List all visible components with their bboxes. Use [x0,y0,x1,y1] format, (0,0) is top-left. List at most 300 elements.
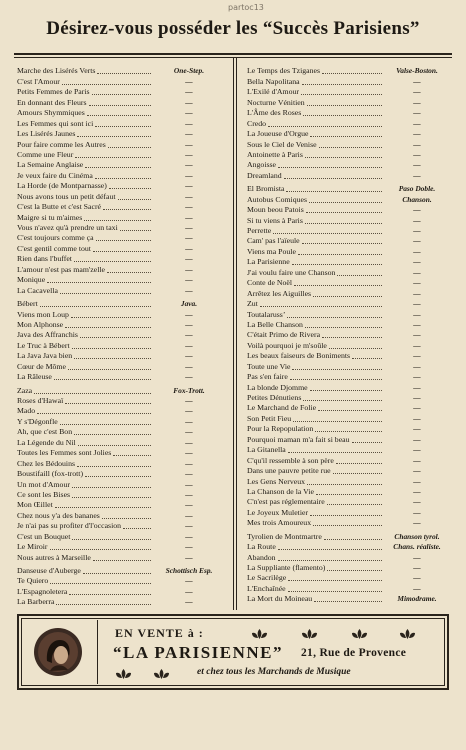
dot-leader [34,393,151,394]
dot-leader [96,240,151,241]
song-genre: — [185,542,193,552]
dot-leader [327,570,382,571]
song-genre: Schottisch Esp. [165,566,213,575]
song-title: Les Gens Nerveux [247,476,306,486]
song-title: La Parisienne [247,257,290,267]
song-genre: — [185,223,193,232]
song-entry [247,118,450,128]
song-genre: — [413,372,421,382]
dot-leader [301,94,382,95]
dot-leader [352,358,382,359]
column-divider [233,58,234,610]
song-entry [17,396,225,406]
dot-leader [83,573,151,574]
dot-leader [71,317,151,318]
song-genre: — [185,243,193,253]
song-title: Mon Œillet [17,500,53,510]
dot-leader [78,445,151,446]
song-entry [247,434,450,444]
dot-leader [95,178,151,179]
song-title: Viens mon Loup [17,309,69,319]
song-entry [17,285,225,295]
song-entry [247,507,450,517]
song-entry [247,205,450,215]
song-entry [17,223,225,233]
dot-leader [118,199,151,200]
song-entry [247,320,450,330]
dot-leader [74,261,151,262]
song-entry [17,243,225,253]
song-entry [247,466,450,476]
song-title: Le Truc à Bébert [17,340,70,350]
song-title: C'est la Butte et c'est Sacré [17,202,101,212]
song-genre: — [413,97,421,107]
song-title: Tyrolien de Montmartre [247,531,322,541]
song-title: La blonde Djomme [247,382,308,392]
song-entry [247,497,450,507]
song-title: Monique [17,275,46,285]
song-entry [247,194,450,204]
dot-leader [72,497,151,498]
song-entry [17,340,225,350]
song-genre: — [185,233,193,243]
song-entry [247,330,450,340]
song-title: Ah, que c'est Bon [17,427,73,437]
dot-leader [37,413,151,414]
song-title: Bébert [17,299,38,309]
song-genre: — [185,427,193,437]
song-title: Les beaux faiseurs de Boniments [247,351,351,361]
song-entry [17,458,225,468]
fleur-ornament-icon [301,628,318,640]
song-title: Zut [247,299,258,309]
song-genre: — [413,583,421,593]
dot-leader [288,580,382,581]
dot-leader [333,473,382,474]
song-entry [247,184,450,194]
song-genre: — [413,340,421,350]
song-entry [247,299,450,309]
song-entry [17,76,225,86]
song-title: Autobus Comiques [247,194,307,204]
dot-leader [89,105,151,106]
song-entry [247,476,450,486]
song-title: Amours Shymmiques [17,108,85,118]
dot-leader [50,583,151,584]
fleur-ornament-icon [115,668,132,680]
song-entry [247,97,450,107]
song-genre: Chans. réaliste. [393,542,441,552]
song-entry [17,479,225,489]
song-genre: — [413,236,421,246]
song-entry [247,170,450,180]
song-entry [17,299,225,309]
song-genre: — [185,309,193,319]
song-title: Si tu viens à Paris [247,215,303,225]
song-entry [247,150,450,160]
dot-leader [72,539,151,540]
song-genre: — [413,118,421,128]
dot-leader [77,466,151,467]
song-genre: — [185,479,193,489]
right-song-list [247,66,450,604]
song-title: Toutalarussʼ [247,309,286,319]
song-title: Voilà pourquoi je m'soûle [247,340,327,350]
dot-leader [75,157,151,158]
dot-leader [60,424,151,425]
dot-leader [315,431,382,432]
song-genre: — [413,330,421,340]
song-title: La Semaine Anglaise [17,160,84,170]
dot-leader [286,191,382,192]
song-entry [247,76,450,86]
song-genre: — [185,340,193,350]
song-entry [247,108,450,118]
dot-leader [54,379,151,380]
dot-leader [97,73,151,74]
song-genre: — [185,97,193,107]
song-title: La Route [247,542,276,552]
dot-leader [87,115,151,116]
song-genre: — [185,285,193,295]
song-entry [17,406,225,416]
song-entry [17,309,225,319]
dot-leader [95,126,151,127]
left-song-list [17,66,225,607]
song-genre: — [185,149,193,159]
dot-leader [268,126,382,127]
dot-leader [287,317,382,318]
song-genre: — [185,275,193,285]
dot-leader [273,233,382,234]
song-entry [247,66,450,76]
song-genre: — [185,521,193,531]
dot-leader [288,591,382,592]
song-entry [247,351,450,361]
song-title: Conte de Noël [247,278,293,288]
song-title: Toute une Vie [247,361,291,371]
song-genre: — [413,160,421,170]
song-title: Chez les Bédouins [17,458,76,468]
fleur-ornament-icon [251,628,268,640]
dot-leader [310,390,382,391]
dot-leader [324,539,382,540]
song-entry [247,129,450,139]
handwritten-reference-note: partoc13 [228,3,264,12]
song-title: Son Petit Fieu [247,413,292,423]
column-divider-inner [236,58,237,610]
song-genre: — [185,448,193,458]
dot-leader [103,209,151,210]
song-entry [17,351,225,361]
song-entry [17,500,225,510]
song-genre: — [413,205,421,215]
song-genre: — [413,226,421,235]
dot-leader [309,202,382,203]
song-title: C'est toujours comme ça [17,233,94,243]
song-genre: — [413,288,421,298]
song-genre: Chanson. [402,194,432,204]
song-entry [17,191,225,201]
song-title: Cœur de Môme [17,361,66,371]
dot-leader [288,452,382,453]
song-entry [17,160,225,170]
song-title: Te Quiero [17,576,49,586]
song-entry [247,594,450,604]
song-genre: — [185,576,193,586]
song-genre: — [413,215,421,225]
song-entry [247,393,450,403]
song-title: Viens ma Poule [247,246,296,256]
song-title: Cam' pas l'aïeule [247,236,300,246]
song-title: L'Enchaînée [247,583,286,593]
song-entry [247,518,450,528]
song-genre: — [185,458,193,468]
song-title: Ce sont les Bises [17,489,71,499]
song-genre: — [185,351,193,361]
song-title: Les Lisérés Jaunes [17,129,76,139]
song-genre: — [413,361,421,371]
song-title: Rien dans l'buffet [17,254,72,264]
song-title: Maigre si tu m'aimes [17,212,83,222]
dot-leader [74,434,151,435]
song-title: Perrette [247,226,272,235]
dot-leader [337,275,382,276]
song-title: La Chanson de la Vie [247,486,314,496]
song-title: La Mort du Moineau [247,594,313,604]
song-genre: — [413,466,421,476]
song-title: Chez nous y'a des bananes [17,510,100,520]
song-title: Je veux faire du Cinéma [17,170,93,180]
song-title: Danseuse d'Auberge [17,566,81,575]
song-genre: — [413,278,421,288]
song-entry [17,330,225,340]
song-title: Dans une pauvre petite rue [247,466,331,476]
song-title: Java des Affranchis [17,330,78,340]
song-genre: — [413,518,421,528]
dot-leader [303,400,382,401]
song-genre: — [413,573,421,583]
song-title: Nous avons tous un petit défaut [17,191,116,201]
dot-leader [108,147,151,148]
song-title: Pour la Repopulation [247,424,314,434]
dot-leader [85,167,151,168]
song-entry [247,583,450,593]
dot-leader [298,254,382,255]
advertisement-box [17,614,449,690]
song-genre: — [185,489,193,499]
song-entry [247,445,450,455]
song-genre: — [413,87,421,97]
song-title: C'est l'Amour [17,76,60,86]
dot-leader [47,282,151,283]
song-entry [247,226,450,236]
dot-leader [302,243,382,244]
dot-leader [65,403,151,404]
song-genre: — [413,413,421,423]
dot-leader [72,348,151,349]
song-entry [17,521,225,531]
dot-leader [303,115,382,116]
song-entry [17,372,225,382]
song-entry [17,233,225,243]
song-entry [17,97,225,107]
dot-leader [302,84,382,85]
song-entry [247,160,450,170]
dot-leader [292,264,382,265]
en-vente-label: EN VENTE à : [115,626,204,640]
dot-leader [307,484,382,485]
song-title: Les Femmes qui sont ici [17,118,94,128]
song-genre: — [185,330,193,340]
song-genre: Fox-Trott. [173,385,205,395]
dot-leader [62,84,151,85]
song-title: Toutes les Femmes sont Jolies [17,448,112,458]
song-entry [17,320,225,330]
song-genre: — [185,129,193,139]
song-genre: — [185,202,193,212]
song-title: La Joueuse d'Orgue [247,129,309,139]
song-genre: — [185,372,193,382]
song-genre: — [185,586,193,596]
song-title: C'est un Bouquet [17,531,71,541]
dot-leader [92,94,151,95]
song-entry [247,257,450,267]
advertisement-divider [97,620,98,684]
song-entry [17,448,225,458]
song-title: Le Marchand de Folie [247,403,317,413]
song-entry [247,531,450,541]
song-entry [247,139,450,149]
dot-leader [68,369,151,370]
song-title: Le Temps des Tziganes [247,66,321,76]
song-title: C'est gentil comme tout [17,243,91,253]
song-title: Pas s'en faire [247,372,288,382]
song-entry [17,531,225,541]
song-genre: — [413,445,421,455]
song-title: Nocturne Vénitien [247,97,305,107]
song-entry [17,202,225,212]
song-genre: — [413,393,421,402]
song-entry [247,552,450,562]
song-entry [17,275,225,285]
song-genre: — [185,406,193,416]
dot-leader [80,337,151,338]
song-title: La Légende du Nil [17,437,76,447]
song-title: Moun beou Patois [247,205,304,215]
song-title: La Java Java bien [17,351,73,361]
song-entry [247,309,450,319]
dot-leader [292,369,382,370]
song-entry [247,542,450,552]
song-entry [247,372,450,382]
song-title: Dreamland [247,170,282,180]
song-entry [247,236,450,246]
song-genre: — [413,424,421,434]
song-genre: — [413,507,421,517]
song-title: L'Exilé d'Amour [247,87,299,97]
dot-leader [313,296,382,297]
song-entry [17,181,225,191]
dot-leader [65,327,151,328]
song-genre: — [185,254,193,264]
song-genre: — [185,170,193,180]
song-title: La Horde (de Montparnasse) [17,181,107,191]
dot-leader [93,560,151,561]
dot-leader [310,515,382,516]
song-genre: — [413,486,421,496]
song-entry [247,573,450,583]
dot-leader [305,327,382,328]
song-genre: — [413,76,421,86]
song-title: L'Âme des Roses [247,108,302,118]
dot-leader [102,518,151,519]
song-genre: Paso Doble. [398,184,436,194]
song-genre: — [185,531,193,541]
song-genre: — [413,455,421,465]
song-genre: — [413,434,421,444]
song-title: Pourquoi maman m'a fait si beau [247,434,350,444]
top-rule [14,53,452,55]
song-entry [247,424,450,434]
song-title: Un mot d'Amour [17,479,70,489]
song-title: Je n'ai pas su profiter d'l'occasion [17,521,122,531]
dot-leader [290,379,382,380]
dot-leader [278,167,382,168]
song-genre: — [185,212,193,222]
song-genre: — [413,108,421,118]
song-entry [17,361,225,371]
song-genre: — [185,319,193,329]
dot-leader [305,157,382,158]
dot-leader [322,337,382,338]
dot-leader [336,463,382,464]
song-title: La Belle Chanson [247,319,303,329]
song-entry [17,416,225,426]
song-entry [17,150,225,160]
song-title: Nous autres à Marseille [17,552,91,562]
song-title: Y s'Dégonfle [17,416,58,426]
song-title: Mes trois Amoureux [247,518,312,528]
woman-portrait-logo-icon [33,627,83,677]
song-genre: — [413,257,421,267]
dot-leader [278,560,382,561]
song-genre: — [413,403,421,413]
song-entry [17,586,225,596]
dot-leader [322,73,382,74]
song-title: C'était Primo de Rivera [247,330,321,340]
dot-leader [313,525,382,526]
song-genre: Chanson tyrol. [394,531,440,541]
song-title: Le Sacrilège [247,573,287,583]
song-entry [17,490,225,500]
song-entry [17,108,225,118]
song-entry [17,129,225,139]
song-title: L'amour n'est pas mam'zelle [17,264,106,274]
dot-leader [72,487,151,488]
tagline: et chez tous les Marchands de Musique [197,667,351,677]
song-entry [247,267,450,277]
dot-leader [306,212,382,213]
song-title: Mado [17,406,36,416]
song-genre: — [185,87,193,97]
song-genre: Mimodrame. [397,594,437,604]
dot-leader [260,306,382,307]
song-genre: — [185,396,193,405]
dot-leader [77,136,151,137]
song-entry [247,487,450,497]
song-title: Roses d'Hawaï [17,396,64,405]
